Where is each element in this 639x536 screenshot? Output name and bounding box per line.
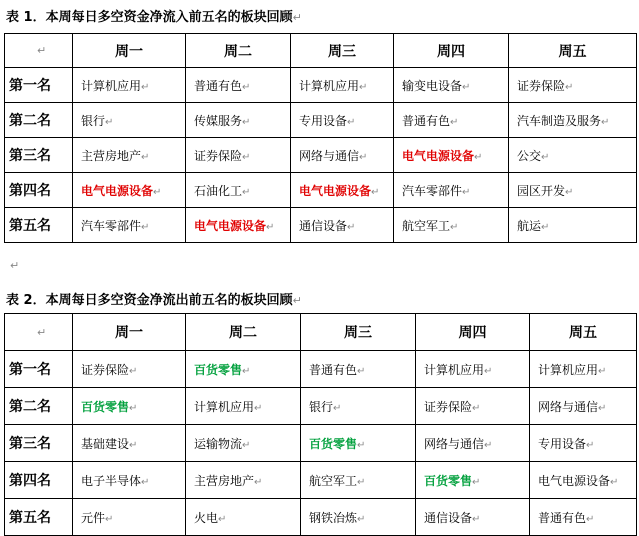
table-cell: [509, 208, 637, 243]
cell-text: 主营房地产: [194, 473, 255, 488]
cell-end-mark: ↵: [484, 439, 493, 451]
cell-end-mark: ↵: [242, 151, 251, 163]
cell-text: 专用设备: [538, 436, 587, 451]
cell-text: 计算机应用: [424, 362, 485, 377]
cell-text: 航空军工: [402, 218, 451, 233]
cell-end-mark: ↵: [129, 365, 138, 377]
row-label: 第一名: [5, 68, 73, 103]
table-row: [5, 208, 637, 243]
cell-text: 网络与通信: [424, 436, 485, 451]
cell-text: 运输物流: [194, 436, 243, 451]
table-header-row: [5, 34, 637, 68]
paragraph-mark: ↵: [292, 11, 302, 24]
cell-end-mark: ↵: [242, 365, 251, 377]
table-cell: [291, 138, 394, 173]
table-cell: [186, 208, 291, 243]
column-header: 周三: [301, 314, 416, 351]
cell-text: 航运: [517, 218, 542, 233]
row-label: 第五名: [5, 208, 73, 243]
cell-text: 普通有色: [309, 362, 358, 377]
table-cell: [530, 462, 637, 499]
corner-cell: [5, 314, 73, 351]
cell-end-mark: ↵: [141, 221, 150, 233]
cell-end-mark: ↵: [541, 151, 550, 163]
table-cell: [73, 103, 186, 138]
table-cell: [186, 462, 301, 499]
cell-text: 汽车零部件: [81, 218, 142, 233]
table2-caption: [6, 289, 302, 308]
cell-text: 普通有色: [402, 113, 451, 128]
cell-end-mark: ↵: [141, 81, 150, 93]
table-cell: [509, 68, 637, 103]
column-header: 周三: [291, 34, 394, 68]
cell-end-mark: ↵: [586, 439, 595, 451]
table-cell: [291, 68, 394, 103]
cell-text: 银行: [81, 113, 106, 128]
table-cell: [301, 462, 416, 499]
cell-end-mark: ↵: [141, 476, 150, 488]
table-cell: [73, 68, 186, 103]
cell-end-mark: ↵: [357, 439, 366, 451]
table-cell: [186, 68, 291, 103]
cell-text: 百货零售: [194, 362, 243, 377]
cell-end-mark: ↵: [610, 476, 619, 488]
table-cell: [394, 173, 509, 208]
table-cell: [394, 138, 509, 173]
table-cell: [530, 425, 637, 462]
table-cell: [73, 208, 186, 243]
table-row: [5, 388, 637, 425]
cell-end-mark: ↵: [371, 186, 380, 198]
cell-end-mark: ↵: [541, 221, 550, 233]
cell-end-mark: ↵: [474, 151, 483, 163]
cell-end-mark: ↵: [586, 513, 595, 525]
cell-end-mark: ↵: [601, 116, 610, 128]
cell-end-mark: ↵: [357, 365, 366, 377]
cell-end-mark: ↵: [450, 221, 459, 233]
table-cell: [394, 68, 509, 103]
cell-end-mark: ↵: [242, 116, 251, 128]
cell-text: 银行: [309, 399, 334, 414]
table-row: [5, 351, 637, 388]
cell-end-mark: ↵: [472, 402, 481, 414]
table2-caption-text: 表 2．本周每日多空资金净流出前五名的板块回顾: [6, 293, 293, 308]
table-cell: [186, 138, 291, 173]
cell-text: 园区开发: [517, 183, 566, 198]
cell-end-mark: ↵: [105, 513, 114, 525]
cell-text: 钢铁冶炼: [309, 510, 358, 525]
column-header: 周四: [416, 314, 530, 351]
table-cell: [301, 351, 416, 388]
cell-end-mark: ↵: [472, 476, 481, 488]
column-header: 周四: [394, 34, 509, 68]
cell-end-mark: ↵: [565, 81, 574, 93]
paragraph-mark: ↵: [10, 259, 20, 272]
cell-text: 电气电源设备: [402, 148, 475, 163]
row-label: 第二名: [5, 103, 73, 138]
cell-text: 输变电设备: [402, 78, 463, 93]
cell-text: 电气电源设备: [81, 183, 154, 198]
inflow-table: [4, 33, 637, 243]
table-header-row: [5, 314, 637, 351]
cell-text: 航空军工: [309, 473, 358, 488]
table-cell: [509, 138, 637, 173]
cell-end-mark: ↵: [462, 186, 471, 198]
table-cell: [291, 173, 394, 208]
column-header: 周五: [530, 314, 637, 351]
paragraph-mark: ↵: [292, 294, 302, 307]
cell-end-mark: ↵: [242, 81, 251, 93]
cell-text: 电气电源设备: [299, 183, 372, 198]
table-cell: [73, 351, 186, 388]
cell-end-mark: ↵: [359, 81, 368, 93]
cell-text: 电气电源设备: [194, 218, 267, 233]
cell-text: 证券保险: [194, 148, 243, 163]
table-cell: [186, 388, 301, 425]
table-cell: [509, 173, 637, 208]
cell-text: 证券保险: [81, 362, 130, 377]
outflow-table: [4, 313, 637, 536]
cell-end-mark: ↵: [450, 116, 459, 128]
cell-text: 计算机应用: [538, 362, 599, 377]
table-cell: [416, 425, 530, 462]
table-cell: [394, 103, 509, 138]
cell-end-mark: ↵: [242, 186, 251, 198]
cell-end-mark: ↵: [266, 221, 275, 233]
row-label: 第五名: [5, 499, 73, 536]
cell-end-mark: ↵: [37, 44, 47, 57]
table-cell: [291, 208, 394, 243]
cell-text: 通信设备: [299, 218, 348, 233]
cell-end-mark: ↵: [598, 402, 607, 414]
cell-text: 专用设备: [299, 113, 348, 128]
table-cell: [301, 388, 416, 425]
column-header: 周一: [73, 34, 186, 68]
cell-text: 石油化工: [194, 183, 243, 198]
column-header: 周二: [186, 34, 291, 68]
table-cell: [73, 425, 186, 462]
table-cell: [73, 388, 186, 425]
cell-end-mark: ↵: [333, 402, 342, 414]
cell-end-mark: ↵: [484, 365, 493, 377]
cell-text: 百货零售: [424, 473, 473, 488]
column-header: 周五: [509, 34, 637, 68]
table-cell: [73, 173, 186, 208]
table-cell: [73, 499, 186, 536]
cell-end-mark: ↵: [105, 116, 114, 128]
row-label: 第一名: [5, 351, 73, 388]
cell-text: 公交: [517, 148, 542, 163]
cell-text: 电子半导体: [81, 473, 142, 488]
table-cell: [186, 351, 301, 388]
corner-cell: [5, 34, 73, 68]
table-cell: [73, 462, 186, 499]
row-label: 第四名: [5, 462, 73, 499]
cell-text: 基础建设: [81, 436, 130, 451]
cell-text: 证券保险: [517, 78, 566, 93]
table-cell: [186, 103, 291, 138]
cell-text: 元件: [81, 510, 106, 525]
cell-end-mark: ↵: [153, 186, 162, 198]
table-row: [5, 425, 637, 462]
cell-text: 计算机应用: [299, 78, 360, 93]
table-cell: [301, 425, 416, 462]
cell-end-mark: ↵: [357, 476, 366, 488]
table-cell: [530, 351, 637, 388]
cell-text: 汽车制造及服务: [517, 113, 602, 128]
cell-text: 主营房地产: [81, 148, 142, 163]
cell-end-mark: ↵: [254, 402, 263, 414]
cell-end-mark: ↵: [598, 365, 607, 377]
table-cell: [186, 425, 301, 462]
column-header: 周一: [73, 314, 186, 351]
table-row: [5, 138, 637, 173]
table1-caption-text: 表 1．本周每日多空资金净流入前五名的板块回顾: [6, 10, 293, 25]
table-cell: [416, 499, 530, 536]
table-cell: [394, 208, 509, 243]
column-header: 周二: [186, 314, 301, 351]
cell-text: 证券保险: [424, 399, 473, 414]
table-cell: [301, 499, 416, 536]
cell-end-mark: ↵: [254, 476, 263, 488]
table-row: [5, 103, 637, 138]
table-row: [5, 68, 637, 103]
cell-text: 网络与通信: [538, 399, 599, 414]
table-row: [5, 462, 637, 499]
table-cell: [416, 388, 530, 425]
cell-text: 计算机应用: [194, 399, 255, 414]
cell-end-mark: ↵: [347, 221, 356, 233]
cell-end-mark: ↵: [242, 439, 251, 451]
cell-text: 火电: [194, 510, 219, 525]
table-cell: [186, 173, 291, 208]
row-label: 第四名: [5, 173, 73, 208]
cell-end-mark: ↵: [129, 439, 138, 451]
table-row: [5, 499, 637, 536]
cell-end-mark: ↵: [37, 325, 47, 339]
table-cell: [530, 388, 637, 425]
cell-text: 电气电源设备: [538, 473, 611, 488]
cell-text: 普通有色: [538, 510, 587, 525]
cell-text: 汽车零部件: [402, 183, 463, 198]
table1-caption: [6, 6, 302, 25]
table-cell: [416, 462, 530, 499]
table-cell: [530, 499, 637, 536]
cell-text: 普通有色: [194, 78, 243, 93]
row-label: 第二名: [5, 388, 73, 425]
cell-end-mark: ↵: [359, 151, 368, 163]
cell-end-mark: ↵: [472, 513, 481, 525]
cell-end-mark: ↵: [357, 513, 366, 525]
cell-end-mark: ↵: [462, 81, 471, 93]
cell-end-mark: ↵: [347, 116, 356, 128]
cell-text: 计算机应用: [81, 78, 142, 93]
table-cell: [416, 351, 530, 388]
table-row: [5, 173, 637, 208]
table-cell: [509, 103, 637, 138]
cell-end-mark: ↵: [141, 151, 150, 163]
cell-end-mark: ↵: [129, 402, 138, 414]
cell-text: 传媒服务: [194, 113, 243, 128]
table-cell: [73, 138, 186, 173]
table-cell: [291, 103, 394, 138]
cell-end-mark: ↵: [218, 513, 227, 525]
table-cell: [186, 499, 301, 536]
row-label: 第三名: [5, 138, 73, 173]
row-label: 第三名: [5, 425, 73, 462]
cell-end-mark: ↵: [565, 186, 574, 198]
cell-text: 百货零售: [81, 399, 130, 414]
cell-text: 网络与通信: [299, 148, 360, 163]
cell-text: 通信设备: [424, 510, 473, 525]
cell-text: 百货零售: [309, 436, 358, 451]
